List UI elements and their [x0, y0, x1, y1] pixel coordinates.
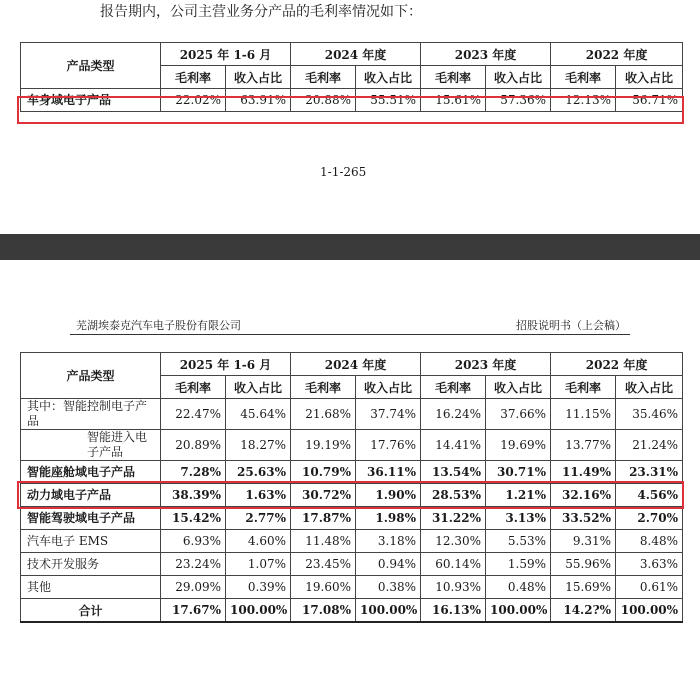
table-cell: 28.53%: [421, 484, 486, 507]
period-header: 2025 年 1-6 月: [161, 353, 291, 376]
bottom-gross-margin-table: [20, 352, 683, 623]
table-cell: 7.28%: [161, 461, 226, 484]
table-cell: 21.68%: [291, 399, 356, 430]
table-cell: 29.09%: [161, 576, 226, 599]
page-separator: [0, 234, 700, 260]
table-cell: 15.42%: [161, 507, 226, 530]
table-cell: 19.69%: [486, 430, 551, 461]
revenue-share-header: 收入占比: [356, 66, 421, 89]
category-header: 产品类型: [21, 43, 161, 89]
table-cell: 22.47%: [161, 399, 226, 430]
table-row: [21, 484, 683, 507]
table-cell: 0.61%: [616, 576, 683, 599]
table-cell: 37.66%: [486, 399, 551, 430]
table-cell: 100.00%: [226, 599, 291, 623]
table-cell: 13.54%: [421, 461, 486, 484]
table-cell: 19.60%: [291, 576, 356, 599]
table-cell: 0.39%: [226, 576, 291, 599]
revenue-share-header: 收入占比: [486, 376, 551, 399]
gross-margin-header: 毛利率: [421, 66, 486, 89]
row-prefix: 其中：: [27, 399, 64, 413]
revenue-share-header: 收入占比: [356, 376, 421, 399]
table-cell: 12.13%: [551, 89, 616, 112]
table-cell: 6.93%: [161, 530, 226, 553]
table-cell: 23.45%: [291, 553, 356, 576]
table-cell: 5.53%: [486, 530, 551, 553]
table-cell: 1.07%: [226, 553, 291, 576]
table-cell: 20.89%: [161, 430, 226, 461]
table-cell: 25.63%: [226, 461, 291, 484]
table-row: [21, 461, 683, 484]
table-cell: 3.13%: [486, 507, 551, 530]
table-cell: 22.02%: [161, 89, 226, 112]
table-cell: 37.74%: [356, 399, 421, 430]
table-cell: 32.16%: [551, 484, 616, 507]
header-row-periods: [21, 353, 683, 376]
gross-margin-header: 毛利率: [291, 376, 356, 399]
table-cell: 16.13%: [421, 599, 486, 623]
table-cell: 16.24%: [421, 399, 486, 430]
table-cell: 33.52%: [551, 507, 616, 530]
table-cell: 10.93%: [421, 576, 486, 599]
gross-margin-header: 毛利率: [551, 66, 616, 89]
table-cell: 1.59%: [486, 553, 551, 576]
revenue-share-header: 收入占比: [486, 66, 551, 89]
revenue-share-header: 收入占比: [616, 66, 683, 89]
table-row: [21, 530, 683, 553]
period-header: 2023 年度: [421, 43, 551, 66]
table-cell: 55.96%: [551, 553, 616, 576]
table-cell: 15.69%: [551, 576, 616, 599]
table-cell: 0.48%: [486, 576, 551, 599]
table-cell: 1.63%: [226, 484, 291, 507]
table-cell: 0.94%: [356, 553, 421, 576]
row-label: 车身域电子产品: [21, 89, 161, 112]
revenue-share-header: 收入占比: [226, 66, 291, 89]
intro-paragraph: 报告期内，公司主营业务分产品的毛利率情况如下：: [100, 4, 422, 20]
page-number: 1-1-265: [320, 165, 367, 179]
table-cell: 21.24%: [616, 430, 683, 461]
table-cell: 60.14%: [421, 553, 486, 576]
row-label: 合计: [21, 599, 161, 623]
table-cell: 57.36%: [486, 89, 551, 112]
revenue-share-header: 收入占比: [226, 376, 291, 399]
table-cell: 1.98%: [356, 507, 421, 530]
period-header: 2022 年度: [551, 353, 683, 376]
period-header: 2025 年 1-6 月: [161, 43, 291, 66]
table-cell: 3.18%: [356, 530, 421, 553]
company-name: 芜湖埃泰克汽车电子股份有限公司: [76, 319, 241, 332]
header-row-periods: [21, 43, 683, 66]
document-header: [70, 316, 630, 335]
table-row: [21, 507, 683, 530]
period-header: 2022 年度: [551, 43, 683, 66]
table-cell: 11.48%: [291, 530, 356, 553]
row-label: 动力域电子产品: [21, 484, 161, 507]
row-label: 智能座舱域电子产品: [21, 461, 161, 484]
table-cell: 9.31%: [551, 530, 616, 553]
table-cell: 13.77%: [551, 430, 616, 461]
table-cell: 2.77%: [226, 507, 291, 530]
table-cell: 17.87%: [291, 507, 356, 530]
gross-margin-header: 毛利率: [161, 376, 226, 399]
table-cell: 100.00%: [356, 599, 421, 623]
table-row: [21, 430, 683, 461]
row-label: 其他: [21, 576, 161, 599]
period-header: 2024 年度: [291, 43, 421, 66]
table-row: [21, 553, 683, 576]
table-row: [21, 576, 683, 599]
table-cell: 2.70%: [616, 507, 683, 530]
category-header: 产品类型: [21, 353, 161, 399]
table-cell: 4.60%: [226, 530, 291, 553]
row-label: 智能驾驶域电子产品: [21, 507, 161, 530]
table-cell: 56.71%: [616, 89, 683, 112]
table-cell: 23.24%: [161, 553, 226, 576]
table-cell: 100.00%: [486, 599, 551, 623]
table-cell: 1.21%: [486, 484, 551, 507]
table-cell: 30.72%: [291, 484, 356, 507]
table-cell: 1.90%: [356, 484, 421, 507]
table-cell: 15.61%: [421, 89, 486, 112]
gross-margin-header: 毛利率: [291, 66, 356, 89]
table-row: [21, 89, 683, 112]
row-label: 技术开发服务: [21, 553, 161, 576]
table-cell: 4.56%: [616, 484, 683, 507]
table-cell: 45.64%: [226, 399, 291, 430]
table-cell: 3.63%: [616, 553, 683, 576]
top-gross-margin-table: [20, 42, 683, 112]
table-cell: 8.48%: [616, 530, 683, 553]
document-type: 招股说明书（上会稿）: [516, 319, 626, 332]
table-cell: 17.76%: [356, 430, 421, 461]
gross-margin-header: 毛利率: [551, 376, 616, 399]
table-cell: 17.67%: [161, 599, 226, 623]
table-cell: 14.2?%: [551, 599, 616, 623]
row-label: 智能进入电子产品: [21, 430, 161, 461]
table-cell: 14.41%: [421, 430, 486, 461]
table-cell: 11.15%: [551, 399, 616, 430]
table-cell: 100.00%: [616, 599, 683, 623]
table-row: [21, 399, 683, 430]
table-cell: 38.39%: [161, 484, 226, 507]
table-cell: 11.49%: [551, 461, 616, 484]
period-header: 2024 年度: [291, 353, 421, 376]
gross-margin-header: 毛利率: [421, 376, 486, 399]
table-cell: 35.46%: [616, 399, 683, 430]
table-cell: 18.27%: [226, 430, 291, 461]
table-cell: 36.11%: [356, 461, 421, 484]
table-cell: 30.71%: [486, 461, 551, 484]
row-label: 汽车电子 EMS: [21, 530, 161, 553]
table-cell: 23.31%: [616, 461, 683, 484]
table-cell: 55.51%: [356, 89, 421, 112]
table-cell: 63.91%: [226, 89, 291, 112]
total-row: [21, 599, 683, 623]
table-cell: 17.08%: [291, 599, 356, 623]
table-cell: 20.88%: [291, 89, 356, 112]
table-cell: 19.19%: [291, 430, 356, 461]
row-name: 智能控制电子产品: [27, 399, 148, 428]
table-cell: 0.38%: [356, 576, 421, 599]
table-cell: 31.22%: [421, 507, 486, 530]
table-cell: 12.30%: [421, 530, 486, 553]
gross-margin-header: 毛利率: [161, 66, 226, 89]
revenue-share-header: 收入占比: [616, 376, 683, 399]
table-cell: 10.79%: [291, 461, 356, 484]
row-label: [21, 399, 161, 430]
period-header: 2023 年度: [421, 353, 551, 376]
